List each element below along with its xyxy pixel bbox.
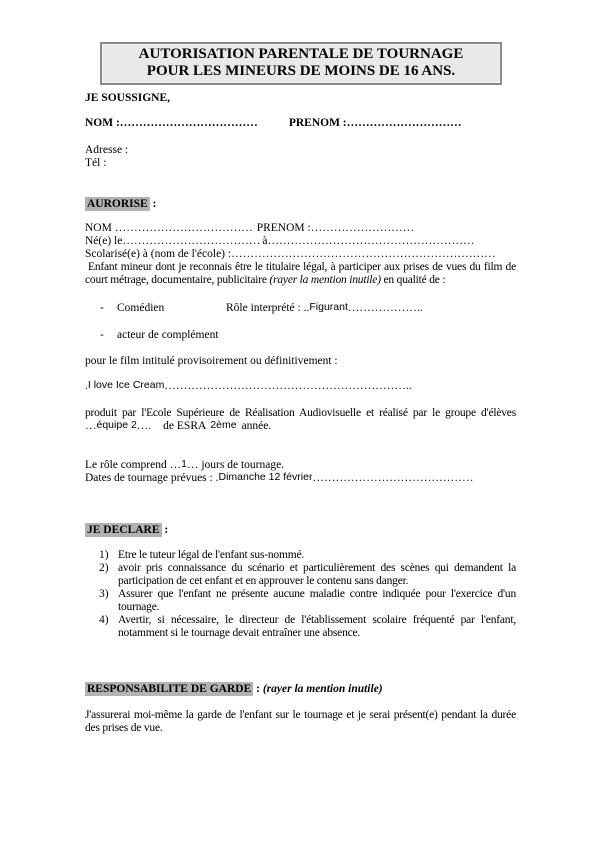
child-prenom-field: PRENOM :………………………: [256, 222, 415, 234]
child-nom-field: NOM ………………………………: [85, 222, 253, 234]
days-value: 1: [181, 459, 187, 470]
list-item: [99, 549, 516, 562]
list-item: [99, 614, 516, 640]
item-text: avoir pris connaissance du scénario et particulièrement des scènes qui demandent la participation de cet enfant et en approuver le contenu sans danger.: [118, 562, 516, 587]
item-text: Assurer que l'enfant ne présente aucune maladie contre indiquée pour l'exercice d'un tournage.: [118, 588, 516, 613]
aurorise-colon: :: [149, 198, 157, 210]
garde-colon: :: [253, 683, 263, 695]
title-line-2: POUR LES MINEURS DE MOINS DE 16 ANS.: [146, 63, 456, 79]
prenom-field: PRENOM :…………………………: [288, 117, 462, 129]
comedien-option-row: [100, 302, 516, 315]
tel-label: Tél :: [85, 157, 107, 169]
declare-list: [85, 549, 516, 640]
dash-bullet: -: [100, 302, 104, 314]
role-value: Figurant: [309, 302, 348, 313]
school-line: [85, 248, 516, 261]
comedien-label: Comédien: [117, 302, 165, 314]
dates-label: Dates de tournage prévues : .: [85, 472, 219, 484]
birth-line: [85, 235, 516, 248]
item-text: Etre le tuteur légal de l'enfant sus-nommé.: [118, 549, 305, 561]
equipe-value: équipe 2: [96, 420, 137, 431]
declare-heading-line: [85, 523, 516, 538]
aurorise-heading-line: [85, 197, 516, 212]
rayer-mention-note: (rayer la mention inutile): [269, 274, 381, 286]
dates-value: Dimanche 12 février: [218, 472, 313, 483]
esra-text: de ESRA: [163, 420, 207, 432]
item-number: 1): [99, 549, 109, 561]
equipe-line: [85, 420, 516, 433]
minor-paragraph-start: Enfant mineur dont je reconnais être le titulaire légal, à participer aux prises de vues du film de court métrage, documentaire, publicitaire: [85, 261, 516, 286]
ne-a-field: à………………………………………………: [262, 235, 475, 247]
item-number: 2): [99, 562, 109, 574]
garde-heading: RESPONSABILITE DE GARDE: [87, 683, 252, 695]
dates-dots: ……………………………………: [312, 472, 474, 484]
autorise-block: [85, 222, 516, 287]
dash-bullet: -: [100, 329, 104, 341]
minor-paragraph-end: en qualité de :: [380, 274, 446, 286]
nom-field: NOM :………………………………: [85, 117, 258, 129]
acteur-option-row: [100, 329, 516, 342]
declare-heading: JE DECLARE: [87, 524, 160, 536]
child-name-line: [85, 222, 516, 235]
document-page: [0, 42, 600, 735]
film-title-value: I love Ice Cream: [87, 380, 165, 391]
equipe-dots: ….: [136, 420, 152, 432]
item-number: 3): [99, 588, 109, 600]
garde-paragraph: J'assurerai moi-même la garde de l'enfant sur le tournage et je serai présent(e) pendant la durée des prises de vue.: [85, 709, 516, 734]
film-leading-dot: .: [85, 380, 88, 392]
comprend-label: Le rôle comprend …: [85, 459, 182, 471]
equipe-dots: …: [85, 420, 97, 432]
production-block: [85, 407, 516, 433]
annee-value: 2ème: [210, 420, 237, 431]
role-dots: ………………..: [347, 302, 423, 314]
shooting-dates-line: [85, 472, 516, 485]
role-label: Rôle interprété : ..: [226, 302, 310, 314]
scolarise-field: Scolarisé(e) à (nom de l'école) :……………………………………………………………: [85, 248, 496, 260]
comprend-suffix: … jours de tournage.: [186, 459, 285, 471]
list-item: [99, 588, 516, 614]
document-title-box: [100, 42, 502, 85]
field-gap: [151, 426, 163, 427]
field-gap: [258, 123, 289, 124]
ne-le-field: Né(e) le………………………………: [85, 235, 261, 247]
title-line-1: AUTORISATION PARENTALE DE TOURNAGE: [138, 46, 464, 62]
garde-heading-line: [85, 682, 516, 697]
film-title-field: [85, 380, 516, 393]
minor-paragraph: [85, 261, 516, 287]
shooting-days-line: [85, 459, 516, 472]
list-item: [99, 562, 516, 588]
film-intro-line: pour le film intitulé provisoirement ou définitivement :: [85, 355, 338, 367]
adresse-label: Adresse :: [85, 144, 129, 156]
film-title-dots: ………………………………………………………..: [164, 380, 412, 392]
role-interprete-field: [226, 302, 423, 315]
item-number: 4): [99, 614, 109, 626]
soussigne-name-line: [85, 117, 516, 130]
production-line: produit par l'Ecole Supérieure de Réalisation Audiovisuelle et réalisé par le groupe d'élèves: [85, 407, 516, 419]
soussigne-heading: JE SOUSSIGNE,: [85, 92, 171, 104]
aurorise-heading: AURORISE: [87, 198, 148, 210]
acteur-label: acteur de complément: [117, 329, 219, 341]
annee-text: année.: [241, 420, 272, 432]
declare-colon: :: [161, 524, 169, 536]
rayer-mention-note: (rayer la mention inutile): [262, 683, 383, 695]
item-text: Avertir, si nécessaire, le directeur de l'établissement scolaire fréquenté par l'enfant, notamment si le tournage devait entraîner une absence.: [118, 614, 516, 639]
